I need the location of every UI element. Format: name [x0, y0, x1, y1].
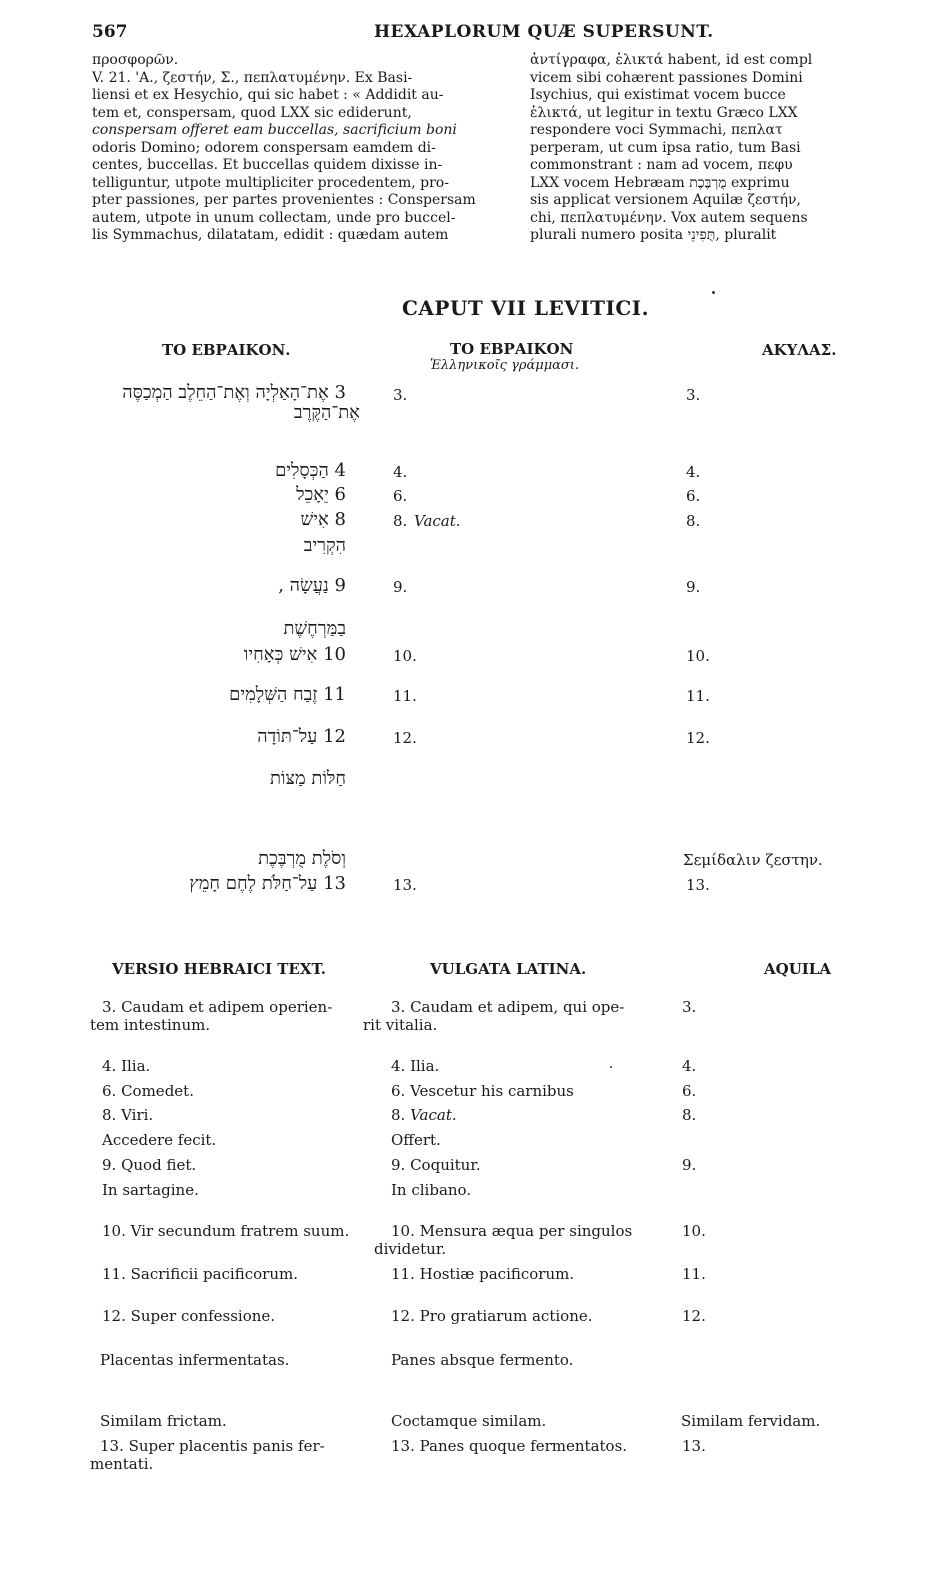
col2-verse-12: 12.: [393, 729, 417, 747]
hebrew-verse-11: 11 זֶבַח הַשְּׁלָמִים: [229, 684, 346, 705]
hebrew-verse-10: 10 אִישׁ כְּאָחִיו: [243, 644, 346, 665]
col2-verse-11: 11.: [393, 687, 417, 705]
text-line: perperam, ut cum ipsa ratio, tum Basi: [530, 139, 801, 156]
text-line: LXX vocem Hebræam מֻרְבֶּכֶת exprimu: [530, 174, 790, 191]
text-line: commonstrant : nam ad vocem, πεφυ: [530, 157, 793, 173]
col3-verse-13: 13.: [686, 876, 710, 894]
versio-12c: Similam frictam.: [100, 1412, 227, 1430]
col3-verse-12-greek: Σεμίδαλιν ζεστην.: [683, 851, 823, 869]
vulgata-10a: 10. Mensura æqua per singulos: [391, 1222, 633, 1240]
text-line: tem et, conspersam, quod LXX sic ediderunt,: [92, 104, 412, 121]
versio-12: 12. Super confessione.: [102, 1307, 276, 1325]
col2-verse-6: 6.: [393, 487, 408, 505]
aquila-6: 6.: [682, 1082, 697, 1100]
text-line: liensi et ex Hesychio, qui sic habet : « Addidit au-: [92, 87, 444, 103]
right-column-text: [530, 52, 844, 245]
col2-verse-10: 10.: [393, 647, 417, 665]
hebrew-verse-3: 3 אֶת־הָאַלְיָה וְאֶת־הַחֵלֶב הַמְכַסֶּה: [122, 382, 346, 403]
page-number: 567: [92, 22, 128, 42]
col2-verse-4: 4.: [393, 463, 408, 481]
hebrew-verse-8: 8 אִישׁ: [300, 509, 346, 530]
vulgata-8-vacat: Vacat.: [410, 1106, 457, 1124]
header-aquila: ΑΚΥΛΑΣ.: [762, 341, 837, 359]
aquila-12c: Similam fervidam.: [681, 1412, 821, 1430]
col3-verse-4: 4.: [686, 463, 701, 481]
col3-verse-10: 10.: [686, 647, 710, 665]
versio-4: 4. Ilia.: [102, 1057, 151, 1075]
versio-11: 11. Sacrificii pacificorum.: [102, 1265, 298, 1283]
vulgata-8-num: 8.: [391, 1106, 411, 1124]
header-aquila-latin: AQUILA: [764, 960, 831, 978]
col2-verse-9: 9.: [393, 578, 408, 596]
vulgata-3a: 3. Caudam et adipem, qui ope-: [391, 998, 625, 1016]
text-line: Isychius, qui existimat vocem bucce: [530, 87, 786, 103]
hebrew-verse-8-b: הִקְרִיב: [303, 535, 346, 556]
hebrew-verse-3-cont: אֶת־הַקֶּרֶב: [293, 402, 360, 423]
text-line: ἑλικτά, ut legitur in textu Græco LXX: [530, 104, 798, 121]
col2-verse-8-vacat: Vacat.: [414, 512, 461, 530]
versio-13a: 13. Super placentis panis fer-: [100, 1437, 325, 1455]
hebrew-verse-9: 9 נַעֲשָׂה ,: [278, 575, 346, 596]
text-line: plurali numero posita תֻּפִינֵי, pluralit: [530, 227, 777, 243]
versio-9: 9. Quod fiet.: [102, 1156, 197, 1174]
hebrew-verse-12: 12 עַל־תּוֹדָה: [257, 726, 346, 747]
vulgata-4: 4. Ilia.: [391, 1057, 440, 1075]
chapter-title: CAPUT VII LEVITICI.: [402, 296, 650, 320]
aquila-10: 10.: [682, 1222, 706, 1240]
header-vulgata: VULGATA LATINA.: [430, 960, 587, 978]
col2-verse-13: 13.: [393, 876, 417, 894]
aquila-8: 8.: [682, 1106, 697, 1124]
text-line: προσφορῶν.: [92, 52, 179, 68]
hebrew-verse-4: 4 הַכְּסָלִים: [275, 460, 346, 481]
aquila-4: 4.: [682, 1057, 697, 1075]
col3-verse-11: 11.: [686, 687, 710, 705]
text-line: centes, buccellas. Et buccellas quidem dixisse in-: [92, 157, 443, 173]
text-line: chi, πεπλατυμένην. Vox autem sequens: [530, 209, 808, 226]
text-line: odoris Domino; odorem conspersam eamdem di-: [92, 139, 436, 156]
left-column-text: [92, 52, 510, 245]
versio-8: 8. Viri.: [102, 1106, 154, 1124]
col2-verse-8: 8.: [393, 512, 408, 530]
vulgata-8: [391, 1106, 457, 1124]
header-hebrew-greek-sub: Ἑλληνικοῖς γράμμασι.: [430, 358, 580, 373]
col2-verse-3: 3.: [393, 386, 408, 404]
aquila-12: 12.: [682, 1307, 706, 1325]
vulgata-12c: Coctamque similam.: [391, 1412, 547, 1430]
aquila-13: 13.: [682, 1437, 706, 1455]
vulgata-13: 13. Panes quoque fermentatos.: [391, 1437, 628, 1455]
text-line: pter passiones, per partes provenientes : Conspersam: [92, 192, 476, 208]
col3-verse-8: 8.: [686, 512, 701, 530]
aquila-11: 11.: [682, 1265, 706, 1283]
header-hebrew-greek: ΤΟ ΕΒΡΑΙΚΟΝ: [450, 340, 574, 358]
versio-9b: In sartagine.: [102, 1181, 199, 1199]
text-line: V. 21. 'A., ζεστήν, Σ., πεπλατυμένην. Ex Basi-: [92, 69, 413, 86]
versio-13b: mentati.: [90, 1455, 154, 1473]
hebrew-verse-9-b: בַמַּרְחֶשֶׁת: [283, 618, 346, 639]
running-head: HEXAPLORUM QUÆ SUPERSUNT.: [374, 22, 714, 42]
vulgata-9: 9. Coquitur.: [391, 1156, 481, 1174]
hebrew-verse-12-b: חַלּוֹת מַצּוֹת: [269, 768, 346, 789]
col3-verse-3: 3.: [686, 386, 701, 404]
vulgata-12b: Panes absque fermento.: [391, 1351, 574, 1369]
versio-8b: Accedere fecit.: [102, 1131, 217, 1149]
text-line: telliguntur, utpote multipliciter procedentem, pro-: [92, 174, 449, 191]
versio-10: 10. Vir secundum fratrem suum.: [102, 1222, 350, 1240]
col3-verse-9: 9.: [686, 578, 701, 596]
vulgata-3b: rit vitalia.: [363, 1016, 438, 1034]
versio-3b: tem intestinum.: [90, 1016, 211, 1034]
versio-3a: 3. Caudam et adipem operien-: [102, 998, 333, 1016]
text-line: lis Symmachus, dilatatam, edidit : quædam autem: [92, 227, 449, 243]
text-line: ἀντίγραφα, ἑλικτά habent, id est compl: [530, 52, 813, 68]
hebrew-verse-12-c: וְסֹלֶת מֻרְבֶּכֶת: [258, 848, 346, 869]
versio-6: 6. Comedet.: [102, 1082, 194, 1100]
vulgata-9b: In clibano.: [391, 1181, 472, 1199]
speck: [712, 291, 715, 294]
vulgata-8b: Offert.: [391, 1131, 441, 1149]
vulgata-11: 11. Hostiæ pacificorum.: [391, 1265, 575, 1283]
vulgata-10b: dividetur.: [374, 1240, 447, 1258]
aquila-9: 9.: [682, 1156, 697, 1174]
text-line: respondere voci Symmachi, πεπλατ: [530, 122, 783, 138]
text-line: autem, utpote in unum collectam, unde pro buccel-: [92, 209, 456, 226]
header-versio: VERSIO HEBRAICI TEXT.: [112, 960, 326, 978]
hebrew-verse-13: 13 עַל־חַלֹּת לֶחֶם חָמֵץ: [189, 873, 346, 894]
speck: [610, 1066, 612, 1068]
aquila-3: 3.: [682, 998, 697, 1016]
text-line: vicem sibi cohærent passiones Domini: [530, 69, 803, 86]
col3-verse-6: 6.: [686, 487, 701, 505]
col3-verse-12: 12.: [686, 729, 710, 747]
header-hebrew: ΤΟ ΕΒΡΑΙΚΟΝ.: [162, 341, 291, 359]
hebrew-verse-6: 6 יֵאָכֵל: [296, 484, 346, 505]
vulgata-12: 12. Pro gratiarum actione.: [391, 1307, 593, 1325]
versio-12b: Placentas infermentatas.: [100, 1351, 290, 1369]
text-line: conspersam offeret eam buccellas, sacrificium boni: [92, 122, 457, 138]
vulgata-6: 6. Vescetur his carnibus: [391, 1082, 574, 1100]
text-line: sis applicat versionem Aquilæ ζεστήν,: [530, 192, 801, 208]
